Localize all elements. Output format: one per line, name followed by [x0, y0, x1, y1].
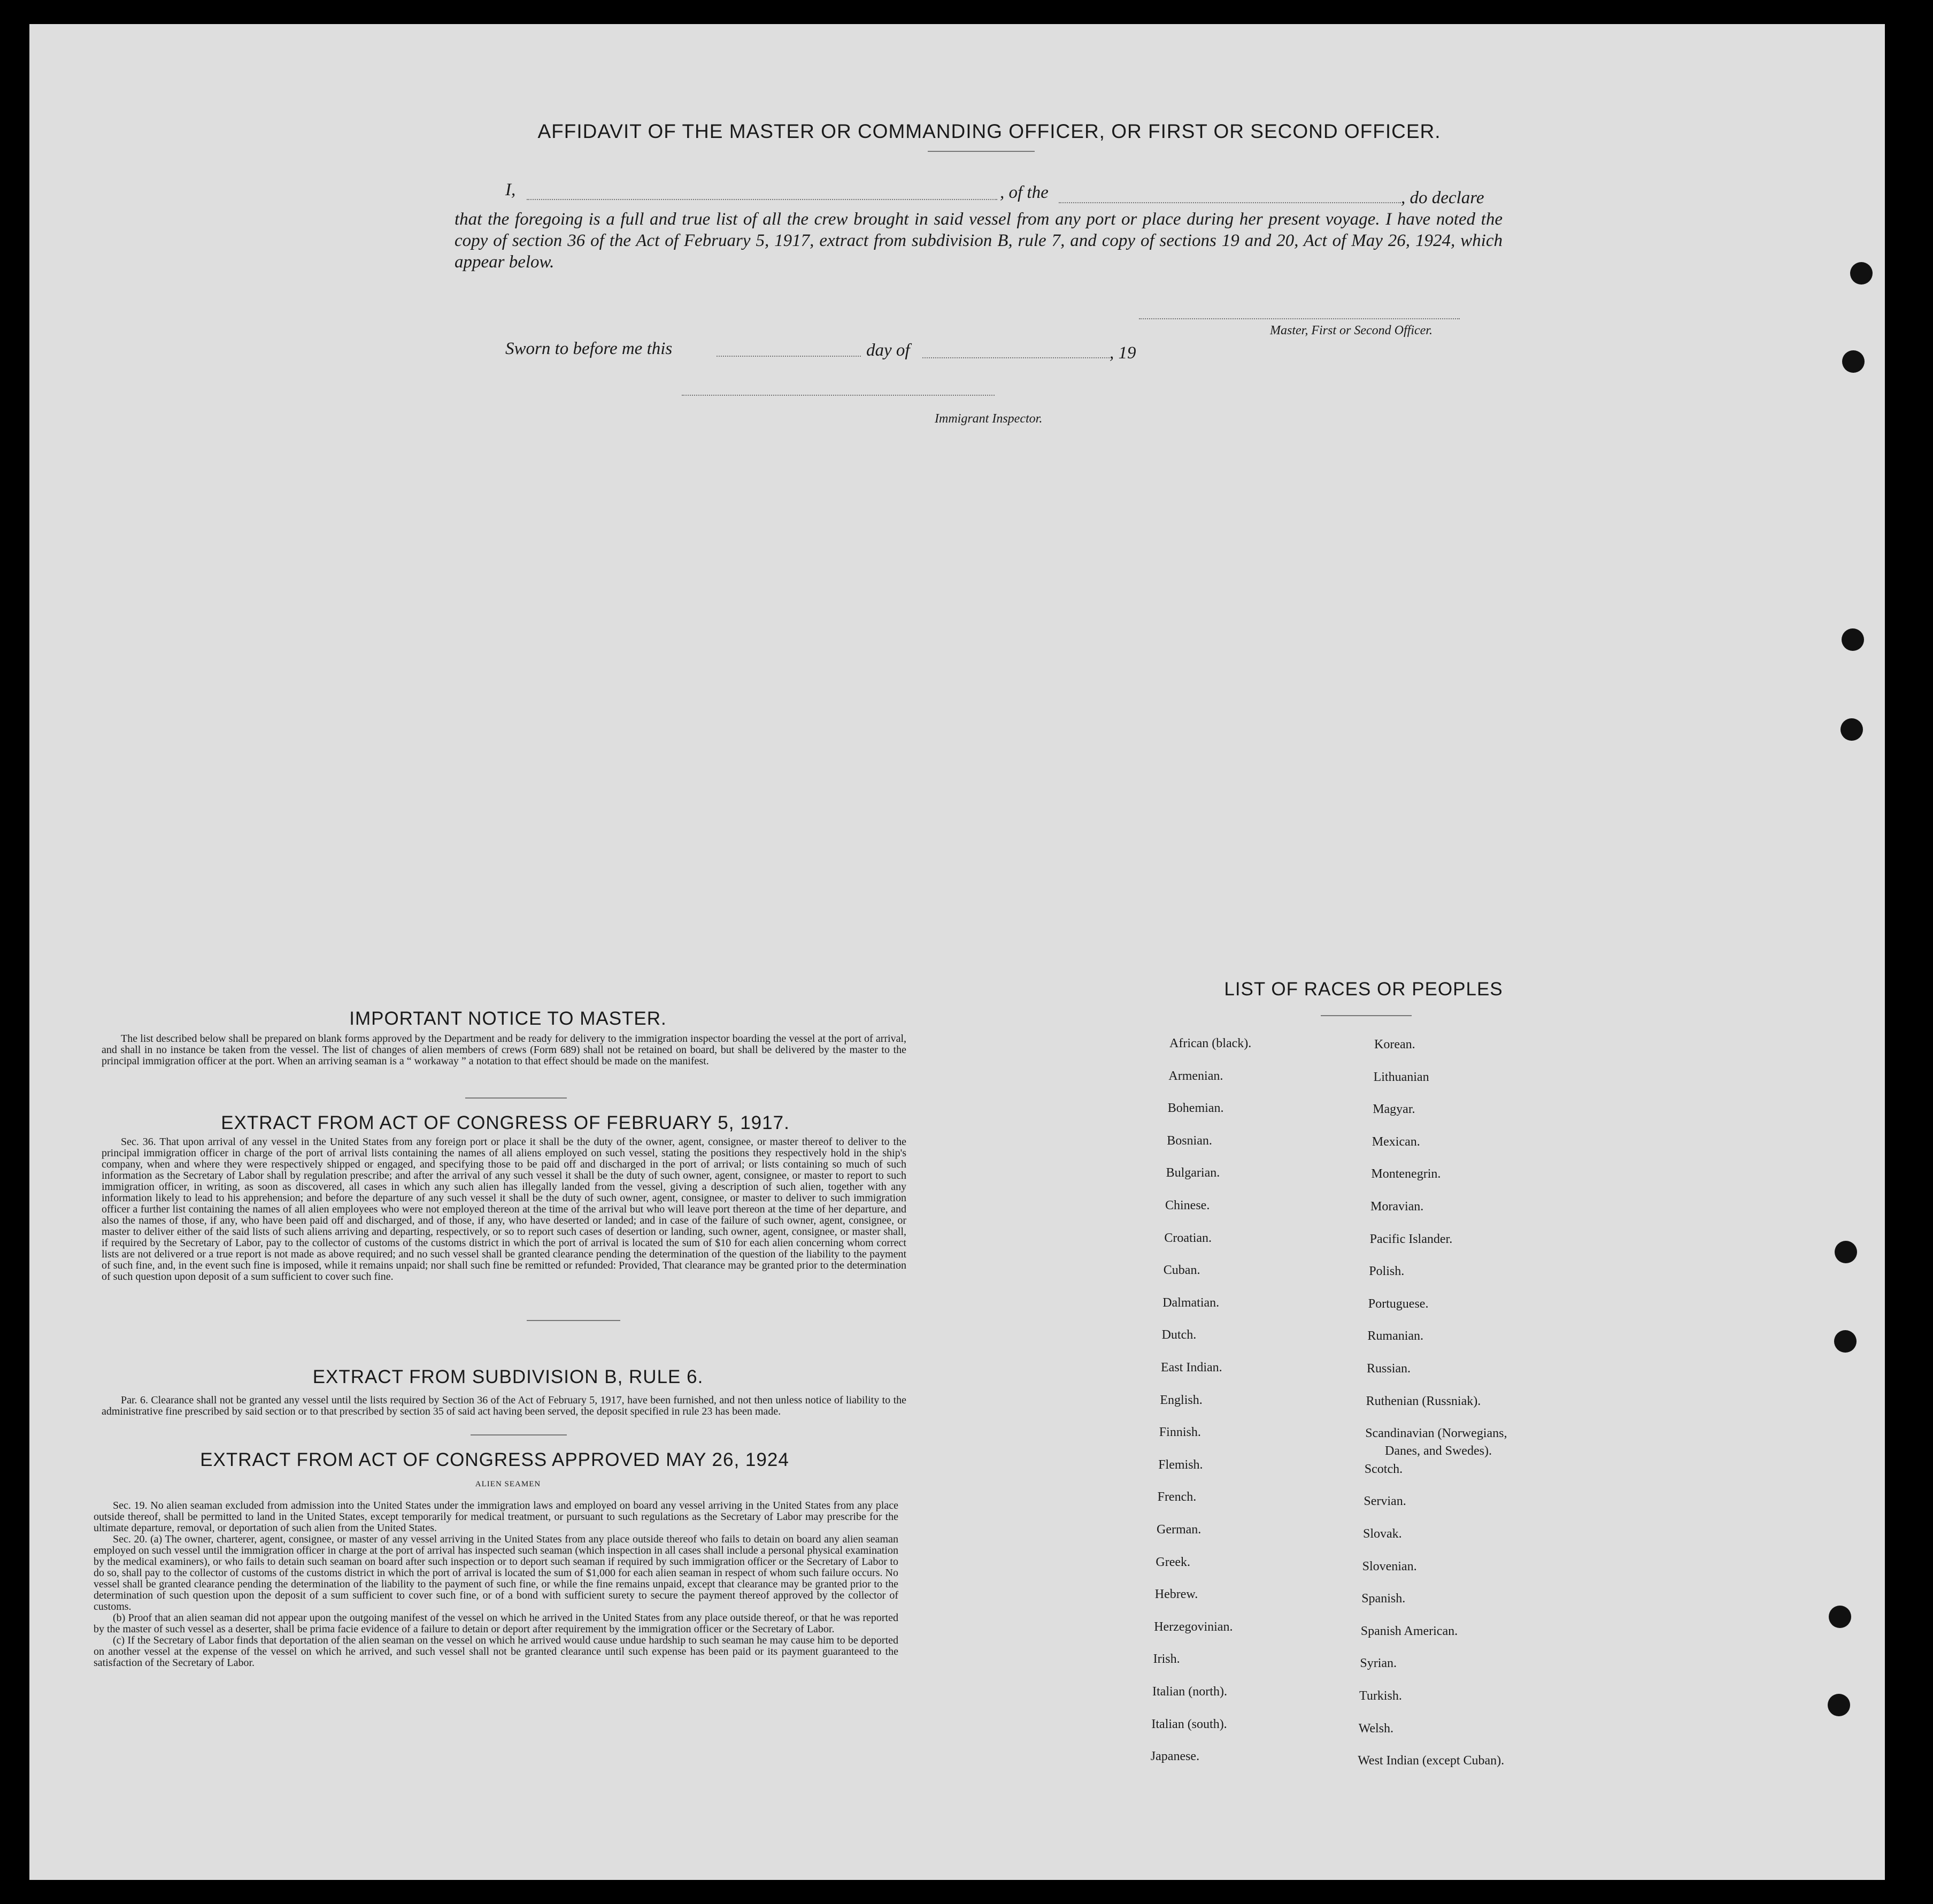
race-item: African (black). — [1169, 1037, 1252, 1050]
race-item: Italian (south). — [1151, 1717, 1227, 1731]
race-item: Syrian. — [1360, 1656, 1397, 1671]
race-item: Ruthenian (Russniak). — [1366, 1394, 1481, 1408]
day-of-label: day of — [866, 341, 910, 360]
race-item: Mexican. — [1372, 1134, 1420, 1149]
punch-hole — [1834, 1330, 1857, 1353]
race-item: Croatian. — [1164, 1231, 1212, 1245]
race-item: Italian (north). — [1152, 1685, 1227, 1699]
race-item: Korean. — [1374, 1038, 1415, 1051]
sworn-month-blank[interactable] — [922, 357, 1110, 358]
race-item: Bulgarian. — [1166, 1166, 1220, 1180]
race-item: Cuban. — [1163, 1263, 1200, 1278]
master-signature-label: Master, First or Second Officer. — [1270, 324, 1433, 337]
notice-title: IMPORTANT NOTICE TO MASTER. — [349, 1008, 667, 1029]
vessel-blank[interactable] — [1059, 202, 1401, 203]
master-signature-line[interactable] — [1139, 318, 1460, 319]
race-item: Dalmatian. — [1162, 1295, 1220, 1310]
race-item: Bohemian. — [1167, 1101, 1224, 1116]
extract-1917-text — [102, 1137, 906, 1283]
year-label: , 19 — [1110, 343, 1136, 363]
race-item: Spanish. — [1361, 1592, 1406, 1606]
race-item: West Indian (except Cuban). — [1358, 1754, 1505, 1768]
race-item: Welsh. — [1358, 1721, 1393, 1736]
race-item: Flemish. — [1158, 1457, 1203, 1472]
punch-hole — [1835, 1241, 1857, 1263]
race-item: German. — [1157, 1523, 1202, 1537]
race-item: Rumanian. — [1367, 1329, 1424, 1343]
extract-1924-title: EXTRACT FROM ACT OF CONGRESS APPROVED MAY 26, 1924 — [200, 1449, 789, 1470]
sec-20a-paragraph: Sec. 20. (a) The owner, charterer, agent, consignee, or master of any vessel arriving in the United States from any place outside thereof who fails to detain on board any alien seaman employed on such vessel until the immigration officer in charge at the port of arrival has inspected such seaman (which inspection in all cases shall include a personal physical examination by the medical examiners), or who fails to detain such seaman on board after such inspection or to deport such seaman if required by such immigration officer or the Secretary of Labor to do so, shall pay to the collector of customs of the customs district in which the port of arrival is located the sum of $1,000 for each alien seaman in respect of whom such failure occurs. No vessel shall be granted clearance pending the determination of the liability to the payment of such fine, or while the fine remains unpaid, except that clearance may be granted prior to the determination of such question upon the deposit of a sum sufficient to cover such fine, or of a bond with sufficient surety to secure the payment thereof approved by the collector of customs. — [94, 1533, 898, 1613]
inspector-signature-label: Immigrant Inspector. — [935, 412, 1043, 426]
divider — [1321, 1015, 1412, 1016]
name-blank[interactable] — [527, 199, 997, 200]
sec-19-paragraph: Sec. 19. No alien seaman excluded from admission into the United States under the immigration laws and employed on board any vessel arriving in the United States from any place outside thereof, shall be permitted to land in the United States, except temporarily for medical treatment, or pursuant to such regulations as the Secretary of Labor may prescribe for the ultimate departure, removal, or deportation of such alien from the United States. — [94, 1500, 898, 1534]
race-item: Scotch. — [1364, 1462, 1403, 1476]
race-item: Pacific Islander. — [1369, 1232, 1453, 1246]
race-item: Slovenian. — [1362, 1559, 1417, 1573]
punch-hole — [1840, 718, 1863, 741]
punch-hole — [1842, 628, 1864, 651]
race-item: Irish. — [1153, 1652, 1180, 1667]
notice-text — [102, 1033, 906, 1067]
sworn-label: Sworn to before me this — [505, 339, 673, 358]
divider — [465, 1097, 567, 1099]
extract-1924-text — [94, 1500, 898, 1669]
race-item: Magyar. — [1373, 1102, 1415, 1117]
punch-hole — [1829, 1606, 1851, 1628]
affidavit-declare: , do declare — [1401, 188, 1484, 208]
race-item: Herzegovinian. — [1154, 1619, 1233, 1634]
punch-hole — [1842, 350, 1865, 373]
races-title: LIST OF RACES OR PEOPLES — [1224, 979, 1503, 1000]
punch-hole — [1850, 262, 1873, 285]
extract-1917-title: EXTRACT FROM ACT OF CONGRESS OF FEBRUARY 5, 1917. — [221, 1112, 790, 1133]
race-item: Moravian. — [1370, 1200, 1424, 1214]
race-item: Japanese. — [1150, 1749, 1200, 1764]
race-item: English. — [1160, 1393, 1203, 1407]
affidavit-line-i: I, — [505, 180, 516, 199]
affidavit-title: AFFIDAVIT OF THE MASTER OR COMMANDING OFFICER, OR FIRST OR SECOND OFFICER. — [537, 120, 1441, 142]
race-item: Turkish. — [1359, 1689, 1402, 1703]
race-item: Montenegrin. — [1371, 1167, 1441, 1181]
race-item: Slovak. — [1363, 1527, 1402, 1541]
race-item: Polish. — [1369, 1264, 1405, 1279]
alien-seamen-heading: ALIEN SEAMEN — [475, 1480, 541, 1488]
race-item: Portuguese. — [1368, 1296, 1429, 1311]
sec-20b-paragraph: (b) Proof that an alien seaman did not appear upon the outgoing manifest of the vessel on which he arrived in the United States from any place outside thereof, or that he was reported by the master of such vessel as a deserter, shall be prima facie evidence of a failure to detain or deport after requirement by the immigration officer or the Secretary of Labor. — [94, 1612, 898, 1635]
race-item: French. — [1157, 1490, 1197, 1504]
race-item: Spanish American. — [1360, 1624, 1458, 1638]
par-6-paragraph: Par. 6. Clearance shall not be granted any vessel until the lists required by Section 36 of the Act of February 5, 1917, have been furnished, and not then unless notice of liability to the administrative fine prescribed by said section or to that prescribed by section 35 of said act having been served, the deposit specified in rule 23 has been made. — [102, 1394, 906, 1417]
race-item: Greek. — [1156, 1555, 1191, 1569]
inspector-signature-line[interactable] — [682, 395, 995, 396]
section-36-paragraph: Sec. 36. That upon arrival of any vessel in the United States from any foreign port or place it shall be the duty of the owner, agent, consignee, or master thereof to deliver to the principal immigration officer in charge of the port of arrival lists containing the names of all aliens employed on such vessel, stating the positions they respectively hold in the ship's company, when and where they were respectively shipped or engaged, and specifying those to be paid off and discharged in the port of arrival; or lists containing so much of such information as the Secretary of Labor shall by regulation prescribe; and after the arrival of any such vessel it shall be the duty of such owner, agent, consignee, or master to report to such immigration officer, in writing, as soon as discovered, all cases in which any such alien has illegally landed from the vessel, giving a description of such alien, together with any information likely to lead to his apprehension; and before the departure of any such vessel it shall be the duty of such owner, agent, consignee, or master to deliver to such immigration officer a further list containing the names of all alien employees who were not employed thereon at the time of the arrival but who will leave port thereon at the time of her departure, and also the names of those, if any, who have been paid off and discharged, and of those, if any, who have deserted or landed; and in case of the failure of such owner, agent, consignee, or master to deliver either of the said lists of such aliens arriving and departing, respectively, or so to report such cases of desertion or landing, such owner, agent, consignee, or master shall, if required by the Secretary of Labor, pay to the collector of customs of the customs district in which the port of arrival is located the sum of $10 for each alien concerning whom correct lists are not delivered or a true report is not made as above required; and no such vessel shall be granted clearance pending the determination of the question of the liability to the payment of such fine, and, in the event such fine is imposed, while it remains unpaid; nor shall such fine be remitted or refunded: Provided, That clearance may be granted prior to the determination of such question upon deposit of a sum sufficient to cover such fine. — [102, 1136, 906, 1283]
race-item: Armenian. — [1168, 1069, 1223, 1083]
race-item: Scandinavian (Norwegians, — [1365, 1426, 1507, 1441]
sworn-day-blank[interactable] — [717, 356, 861, 357]
race-item: Russian. — [1367, 1362, 1411, 1376]
race-item: Danes, and Swedes). — [1385, 1444, 1492, 1458]
divider — [527, 1320, 620, 1321]
race-item: Hebrew. — [1154, 1587, 1198, 1602]
race-item: Servian. — [1364, 1494, 1406, 1509]
race-item: Finnish. — [1159, 1425, 1201, 1440]
rule6-text — [102, 1395, 906, 1417]
affidavit-body: that the foregoing is a full and true list of all the crew brought in said vessel from any port or place during her present voyage. I have noted the copy of section 36 of the Act of February 5, 1917, extract from subdivision B, rule 7, and copy of sections 19 and 20, Act of May 26, 1924, which appear below. — [455, 210, 1503, 272]
divider — [471, 1434, 567, 1435]
race-item: Chinese. — [1165, 1199, 1210, 1212]
affidavit-of-the: , of the — [1000, 183, 1049, 202]
race-item: East Indian. — [1161, 1361, 1222, 1375]
sec-20c-paragraph: (c) If the Secretary of Labor finds that deportation of the alien seaman on the vessel on which he arrived would cause undue hardship to such seaman he may cause him to be deported on another vessel at the expense of the vessel on which he arrived, and such vessel shall not be granted clearance until such expense has been paid or its payment guaranteed to the satisfaction of the Secretary of Labor. — [94, 1634, 898, 1669]
punch-hole — [1828, 1694, 1850, 1716]
divider — [928, 151, 1035, 152]
race-item: Lithuanian — [1373, 1070, 1429, 1084]
race-item: Bosnian. — [1167, 1133, 1212, 1148]
rule6-title: EXTRACT FROM SUBDIVISION B, RULE 6. — [312, 1366, 704, 1387]
notice-paragraph: The list described below shall be prepared on blank forms approved by the Department and be ready for delivery to the immigration inspector boarding the vessel at the port of arrival, and shall in no instance be taken from the vessel. The list of changes of alien members of crews (Form 689) shall not be retained on board, but shall be delivered by the master to the principal immigration officer at the port. When an arriving seaman is a “ workaway ” a notation to that effect should be made on the manifest. — [102, 1033, 906, 1067]
race-item: Dutch. — [1161, 1328, 1197, 1342]
